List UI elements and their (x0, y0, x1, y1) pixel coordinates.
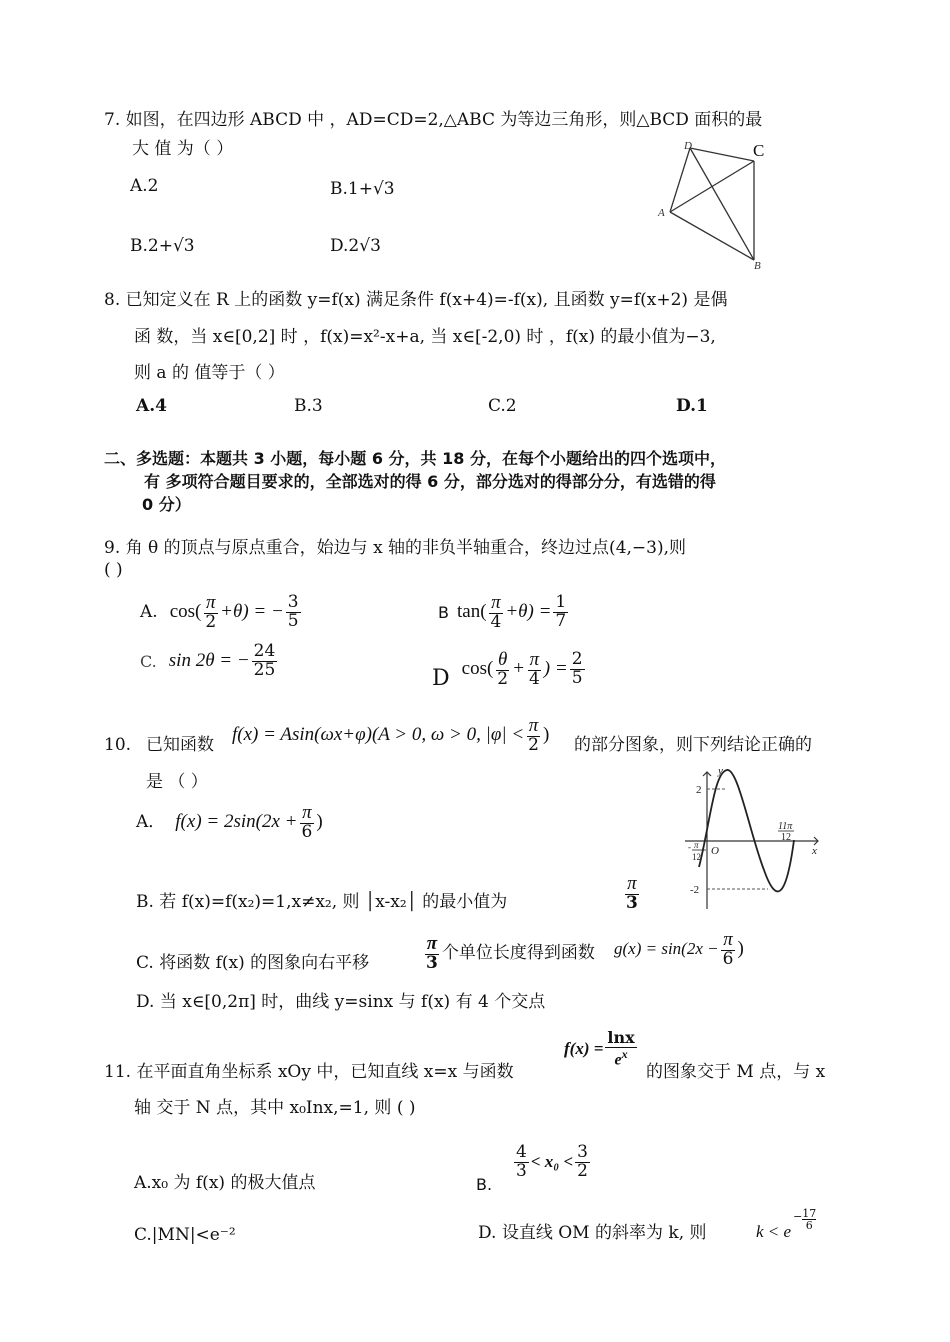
q11-option-d-expr: k < e − $\frac{17}{6}$ (756, 1207, 817, 1241)
q10-option-c-function: g(x) = sin(2x − $\frac{\pi}{6}$ ) (614, 929, 744, 969)
q8-option-a: A.4 (136, 396, 167, 416)
y-axis-label: y (718, 765, 723, 777)
x-tick-right-den: 12 (781, 832, 791, 843)
q10-option-a: A． f(x) = 2sin(2x + $\frac{\pi}{6}$ ) (136, 802, 323, 842)
x-axis-label: x (812, 845, 817, 857)
y-tick-top: 2 (696, 784, 702, 796)
q10-option-b: B. 若 f(x)=f(x₂)=1,x≠x₂, 则 │x-x₂│ 的最小值为 (136, 892, 508, 912)
x-tick-left-minus: - (688, 842, 691, 852)
q10-sine-graph (680, 764, 825, 914)
q10-option-c-text: C. 将函数 f(x) 的图象向右平移 (136, 953, 370, 973)
q8-option-b: B.3 (294, 396, 323, 416)
q8-line3: 则 a 的 值等于（ ） (134, 363, 285, 383)
q11-option-b-label: B. (476, 1175, 493, 1194)
q10-option-c-shift: $\frac{\pi}{3}$ 个单位长度得到函数 (426, 933, 595, 973)
q11-option-c: C.|MN|<e⁻² (134, 1225, 236, 1245)
q7-label-d: D (684, 140, 692, 152)
q10-option-d: D. 当 x∈[0,2π] 时，曲线 y=sinx 与 f(x) 有 4 个交点 (136, 992, 546, 1012)
q7-option-d: D.2√3 (330, 236, 381, 256)
x-tick-left-den: 12 (692, 852, 701, 862)
section2-heading-line1: 二、多选题：本题共 3 小题，每小题 6 分，共 18 分，在每个小题给出的四个选项中， (104, 449, 726, 468)
q7-label-a: A (658, 207, 665, 219)
section2-heading-line2: 有 多项符合题目要求的，全部选对的得 6 分，部分选对的得部分分，有选错的得 (144, 472, 716, 491)
q9-line1: 9. 角 θ 的顶点与原点重合，始边与 x 轴的非负半轴重合，终边过点(4,−3),则 (104, 538, 687, 558)
q10-line2: 是 （ ） (146, 772, 208, 792)
q7-label-c: C (753, 141, 765, 160)
q11-option-b: $\frac{4}{3}$ < x₀ < $\frac{3}{2}$ (516, 1142, 588, 1181)
q10-option-b-fraction: $\frac{\pi}{3}$ (626, 873, 638, 913)
q7-line1: 7. 如图，在四边形 ABCD 中 ，AD=CD=2,△ABC 为等边三角形，则△BCD 面积的最 (104, 110, 763, 130)
q10-formula: f(x) = Asin(ωx+φ)(A > 0, ω > 0, |φ| < $\frac{\pi}{2}$ ) (232, 715, 550, 755)
q11-option-d: D. 设直线 OM 的斜率为 k, 则 (478, 1223, 707, 1243)
q10-intro: 已知函数 (146, 735, 214, 755)
q7-option-b1: B.1+√3 (330, 179, 395, 199)
q9-option-c: C. sin 2θ = − $\frac{24}{25}$ (140, 641, 276, 680)
y-tick-bottom: -2 (690, 884, 700, 896)
q7-line2: 大 值 为（ ） (132, 139, 234, 159)
q11-function: f(x) = $\frac{\ln x}{e^x}$ (564, 1028, 635, 1069)
q11-line2: 轴 交于 N 点，其中 x₀Inx,=1, 则 ( ) (134, 1098, 416, 1118)
q9-option-b: B tan( $\frac{\pi}{4}$ +θ) = $\frac{1}{7}$ (438, 592, 567, 632)
q11-line1-end: 的图象交于 M 点，与 x (646, 1062, 826, 1082)
q7-option-a: A.2 (130, 176, 159, 196)
origin-label: O (711, 845, 719, 857)
q10-number: 10. (104, 735, 132, 755)
q7-quadrilateral-figure (650, 136, 785, 276)
q9-option-a: A. cos( $\frac{\pi}{2}$ +θ) = − $\frac{3}{5}$ (140, 592, 299, 632)
q8-line2: 函 数，当 x∈[0,2] 时 ，f(x)=x²-x+a, 当 x∈[-2,0) 时 ，f(x) 的最小值为−3, (134, 327, 716, 347)
q11-line1-start: 11. 在平面直角坐标系 xOy 中，已知直线 x=x 与函数 (104, 1062, 514, 1082)
q9-option-d: D cos( $\frac{\theta}{2}$ + $\frac{\pi}{4}$ ) = $\frac{2}{5}$ (432, 649, 583, 692)
q7-option-b2: B.2+√3 (130, 236, 195, 256)
q10-tail: 的部分图象，则下列结论正确的 (574, 735, 812, 755)
x-tick-left-num: π (694, 840, 699, 850)
q8-option-c: C.2 (488, 396, 517, 416)
q7-label-b: B (754, 260, 761, 272)
q11-option-a: A.x₀ 为 f(x) 的极大值点 (134, 1173, 316, 1193)
q8-option-d: D.1 (676, 396, 708, 416)
x-tick-right-num: 11π (778, 821, 793, 832)
q8-line1: 8. 已知定义在 R 上的函数 y=f(x) 满足条件 f(x+4)=-f(x), 且函数 y=f(x+2) 是偶 (104, 290, 728, 310)
q9-line2: ( ) (104, 560, 123, 580)
section2-heading-line3: 0 分） (142, 495, 191, 514)
